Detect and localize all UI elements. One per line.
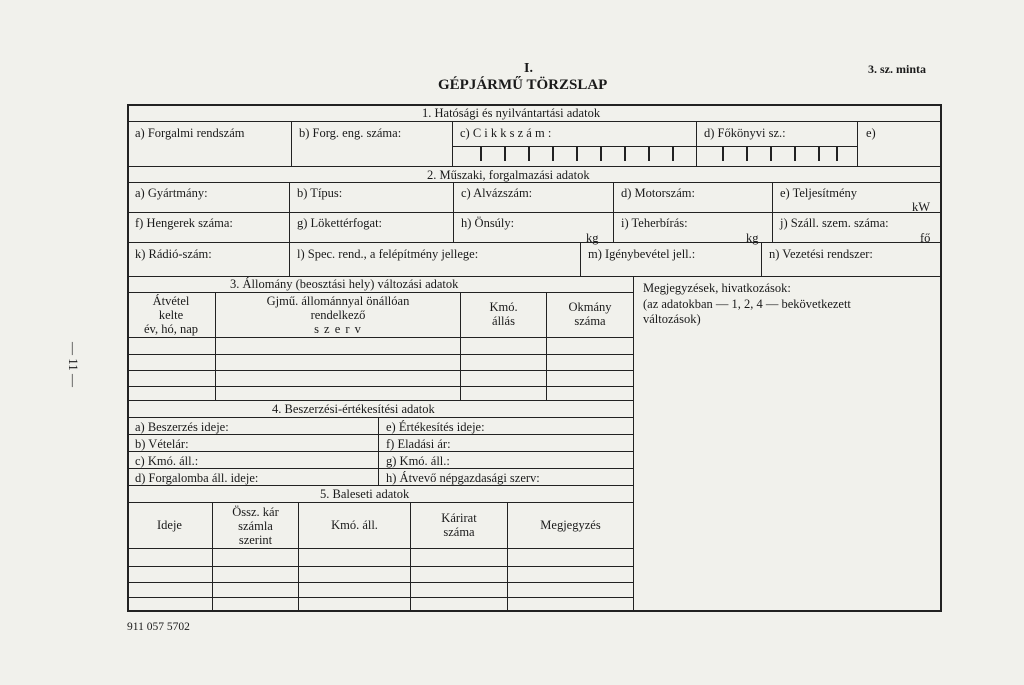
form-title: GÉPJÁRMŰ TÖRZSLAP xyxy=(438,77,608,93)
s2-payload-unit: kg xyxy=(746,231,759,245)
section5-title: 5. Baleseti adatok xyxy=(320,487,410,501)
sample-label: 3. sz. minta xyxy=(868,62,926,76)
notes-title: Megjegyzések, hivatkozások: xyxy=(643,281,791,295)
s4-sale-price: f) Eladási ár: xyxy=(386,437,451,451)
s2-steering-label: n) Vezetési rendszer: xyxy=(769,247,873,261)
s3-col-org: Gjmű. állománnyal önállóan rendelkező s z e r v xyxy=(266,294,410,336)
s1-registration-label: a) Forgalmi rendszám xyxy=(135,126,245,140)
s4-sale-date: e) Értékesítés ideje: xyxy=(386,420,485,434)
s4-purchase-price: b) Vételár: xyxy=(135,437,189,451)
s3-col-km: Kmó. állás xyxy=(489,300,518,328)
section1-title: 1. Hatósági és nyilvántartási adatok xyxy=(422,106,601,120)
s2-type-label: b) Típus: xyxy=(297,186,343,200)
s2-chassis-label: c) Alvázszám: xyxy=(461,186,533,200)
s4-purchase-date: a) Beszerzés ideje: xyxy=(135,420,229,434)
form-code: 911 057 5702 xyxy=(127,621,190,633)
s5-col-date: Ideje xyxy=(157,518,182,532)
s4-service-date: d) Forgalomba áll. ideje: xyxy=(135,471,259,485)
s4-recipient: h) Átvevő népgazdasági szerv: xyxy=(386,471,540,485)
form-numeral: I. xyxy=(524,61,533,76)
s2-weight-label: h) Önsúly: xyxy=(461,216,515,230)
s2-displacement-label: g) Lökettérfogat: xyxy=(297,216,383,230)
frame-bottom xyxy=(127,610,942,612)
s1-item-number-label: c) C i k k s z á m : xyxy=(460,126,552,140)
s2-power-label: e) Teljesítmény xyxy=(780,186,857,200)
section2-title: 2. Műszaki, forgalmazási adatok xyxy=(427,168,590,182)
s2-power-unit: kW xyxy=(912,200,931,214)
s1-e-label: e) xyxy=(866,126,876,140)
frame-left xyxy=(127,104,129,611)
s2-engine-label: d) Motorszám: xyxy=(621,186,695,200)
s3-col-date: Átvétel kelte év, hó, nap xyxy=(143,294,199,336)
s5-col-notes: Megjegyzés xyxy=(540,518,601,532)
s2-usage-label: m) Igénybevétel jell.: xyxy=(588,247,696,261)
notes-line2: változások) xyxy=(643,312,701,326)
s1-ledger-label: d) Főkönyvi sz.: xyxy=(704,126,786,140)
notes-line1: (az adatokban — 1, 2, 4 — bekövetkezett xyxy=(643,297,851,311)
section3-title: 3. Állomány (beosztási hely) változási adatok xyxy=(230,277,459,291)
page-number: — 11 — xyxy=(66,342,81,388)
s4-km-sale: g) Kmó. áll.: xyxy=(386,454,450,468)
s1-permit-label: b) Forg. eng. száma: xyxy=(299,126,402,140)
s2-radio-label: k) Rádió-szám: xyxy=(135,247,212,261)
s5-col-claim: Kárirat száma xyxy=(441,511,477,539)
section4-title: 4. Beszerzési-értékesítési adatok xyxy=(272,402,435,416)
s2-seats-label: j) Száll. szem. száma: xyxy=(780,216,889,230)
s2-special-label: l) Spec. rend., a felépítmény jellege: xyxy=(297,247,479,261)
s3-col-doc: Okmány száma xyxy=(568,300,612,328)
s2-payload-label: i) Teherbírás: xyxy=(621,216,688,230)
s2-make-label: a) Gyártmány: xyxy=(135,186,208,200)
s1-header-line xyxy=(127,121,942,122)
s5-col-km: Kmó. áll. xyxy=(331,518,378,532)
s5-col-damage: Össz. kár számla szerint xyxy=(232,505,279,547)
s4-km-purchase: c) Kmó. áll.: xyxy=(135,454,199,468)
s2-cylinders-label: f) Hengerek száma: xyxy=(135,216,233,230)
s2-weight-unit: kg xyxy=(586,231,599,245)
s2-seats-unit: fő xyxy=(920,231,931,245)
frame-right xyxy=(940,104,942,611)
